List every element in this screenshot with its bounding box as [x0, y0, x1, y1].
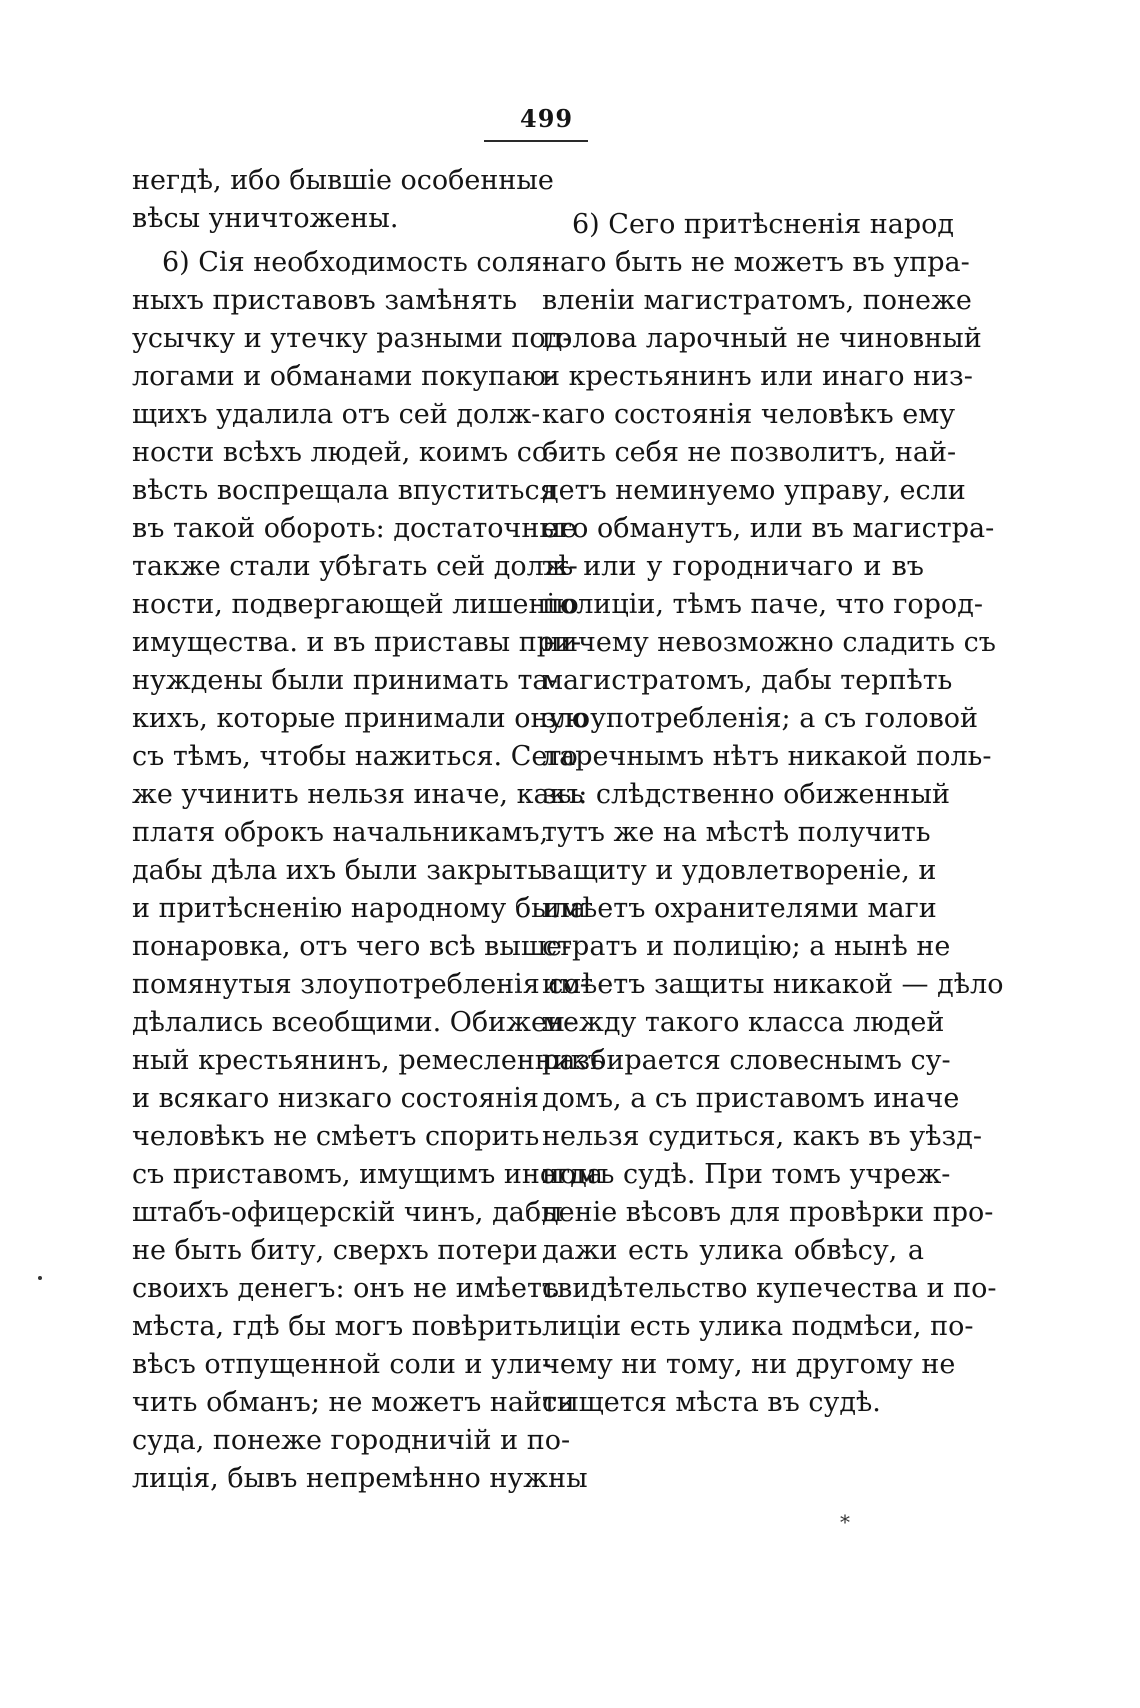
text-line: его обманутъ, или въ магистра- — [542, 513, 995, 544]
text-line: бить себя не позволитъ, най- — [542, 437, 957, 468]
text-line: дабы дѣла ихъ были закрыты — [132, 855, 550, 886]
text-line: же учинить нельзя иначе, какъ — [132, 779, 584, 810]
text-line: вѣсъ отпущенной соли и ули- — [132, 1349, 552, 1380]
text-line: чить обманъ; не можетъ найти — [132, 1387, 575, 1418]
text-line: логами и обманами покупаю- — [132, 361, 555, 392]
text-line: магистратомъ, дабы терпѣть — [542, 665, 953, 696]
text-line: лиціи есть улика подмѣси, по- — [542, 1311, 974, 1342]
text-line-spacer — [542, 162, 924, 200]
text-line: между такого класса людей — [542, 1007, 945, 1038]
text-line: имѣетъ охранителями маги — [542, 893, 937, 924]
text-line: нуждены были принимать та- — [132, 665, 558, 696]
page-number: 499 — [520, 104, 574, 133]
text-line: имѣетъ защиты никакой — дѣло — [542, 969, 1004, 1000]
text-line: суда, понеже городничій и по- — [132, 1425, 571, 1456]
page-number-rule — [484, 140, 588, 142]
text-line: человѣкъ не смѣетъ спорить — [132, 1121, 540, 1152]
text-line: въ такой обороть: достаточные — [132, 513, 577, 544]
text-line: и притѣсненію народному была — [132, 893, 586, 924]
text-line: номъ судѣ. При томъ учреж- — [542, 1159, 951, 1190]
text-line: понаровка, отъ чего всѣ выше- — [132, 931, 572, 962]
text-line: ности, подвергающей лишенію — [132, 589, 579, 620]
text-line: платя оброкъ начальникамъ, — [132, 817, 549, 848]
text-line: стратъ и полицію; а нынѣ не — [542, 931, 951, 962]
text-line: дѣлались всеобщими. Обижен- — [132, 1007, 575, 1038]
text-line: помянутыя злоупотребленія со- — [132, 969, 589, 1000]
left-text-column — [132, 162, 605, 1498]
text-line: полиціи, тѣмъ паче, что город- — [542, 589, 983, 620]
text-line: свидѣтельство купечества и по- — [542, 1273, 997, 1304]
text-line: чему ни тому, ни другому не — [542, 1349, 956, 1380]
text-line: съ приставомъ, имущимъ иногда — [132, 1159, 603, 1190]
text-line: ныхъ приставовъ замѣнять — [132, 285, 518, 316]
text-line: штабъ-офицерскій чинъ, дабы — [132, 1197, 563, 1228]
text-line: зы: слѣдственно обиженный — [542, 779, 950, 810]
text-line: нельзя судиться, какъ въ уѣзд- — [542, 1121, 982, 1152]
asterisk-mark: * — [840, 1510, 850, 1534]
text-line: и всякаго низкаго состоянія — [132, 1083, 539, 1114]
text-line: мѣста, гдѣ бы могъ повѣрить — [132, 1311, 543, 1342]
text-line: ничему невозможно сладить съ — [542, 627, 996, 658]
right-text-column — [542, 162, 1004, 1422]
text-line: 6) Сего притѣсненія народ — [572, 209, 955, 240]
text-line: негдѣ, ибо бывшіе особенные — [132, 165, 554, 196]
text-line: деніе вѣсовъ для провѣрки про- — [542, 1197, 994, 1228]
text-line: кихъ, которые принимали оную — [132, 703, 588, 734]
stray-ink-dot — [38, 1276, 42, 1280]
text-line: щихъ удалила отъ сей долж- — [132, 399, 541, 430]
text-line: голова ларочный не чиновный — [542, 323, 982, 354]
text-line: съ тѣмъ, чтобы нажиться. Сего — [132, 741, 578, 772]
text-line: ности всѣхъ людей, коимъ со- — [132, 437, 558, 468]
text-line: разбирается словеснымъ су- — [542, 1045, 951, 1076]
text-line: 6) Сія необходимость соля- — [162, 247, 552, 278]
text-line: вѣсть воспрещала впуститься — [132, 475, 557, 506]
text-line: защиту и удовлетвореніе, и — [542, 855, 937, 886]
text-line: своихъ денегъ: онъ не имѣетъ — [132, 1273, 560, 1304]
text-line: также стали убѣгать сей долж- — [132, 551, 578, 582]
text-line: сыщется мѣста въ судѣ. — [542, 1387, 881, 1418]
text-line: домъ, а съ приставомъ иначе — [542, 1083, 960, 1114]
text-line: лиція, бывъ непремѣнно нужны — [132, 1463, 588, 1494]
text-line: детъ неминуемо управу, если — [542, 475, 966, 506]
text-line: дажи есть улика обвѣсу, а — [542, 1235, 924, 1266]
text-line: вленіи магистратомъ, понеже — [542, 285, 972, 316]
text-line: вѣсы уничтожены. — [132, 203, 399, 234]
text-line: ный крестьянинъ, ремесленникъ — [132, 1045, 605, 1076]
text-line: злоупотребленія; а съ головой — [542, 703, 979, 734]
text-line: тутъ же на мѣстѣ получить — [542, 817, 931, 848]
text-line: не быть биту, сверхъ потери — [132, 1235, 538, 1266]
text-line: имущества. и въ приставы при- — [132, 627, 582, 658]
text-line: усычку и утечку разными под- — [132, 323, 572, 354]
text-line: наго быть не можетъ въ упра- — [542, 247, 970, 278]
text-line: ларечнымъ нѣтъ никакой поль- — [542, 741, 992, 772]
text-line: тѣ или у городничаго и въ — [542, 551, 924, 582]
text-line: и крестьянинъ или инаго низ- — [542, 361, 973, 392]
text-line: каго состоянія человѣкъ ему — [542, 399, 956, 430]
